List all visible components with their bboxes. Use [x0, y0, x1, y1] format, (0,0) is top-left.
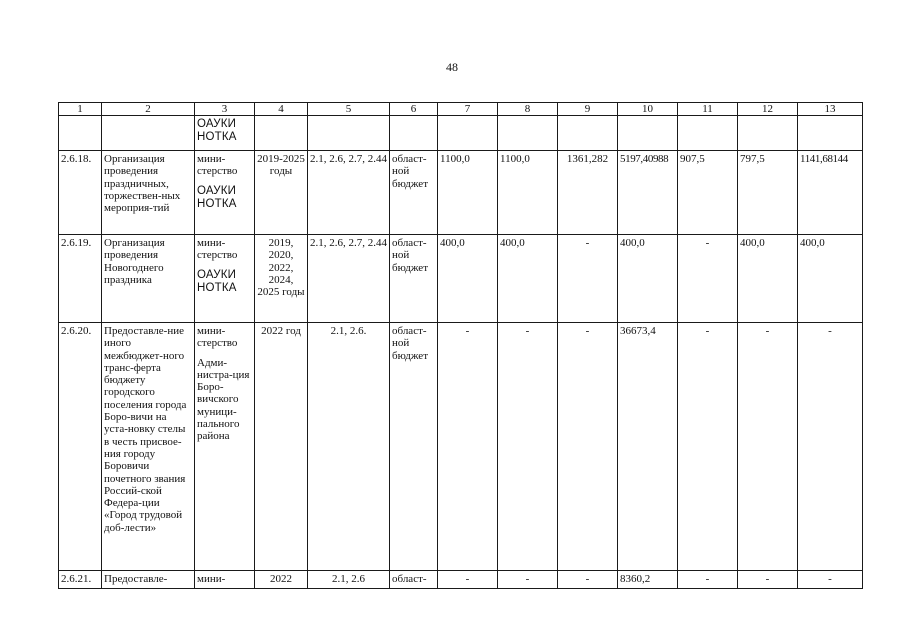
value-cell — [738, 116, 798, 151]
value-cell: - — [738, 571, 798, 589]
value-cell: - — [498, 323, 558, 571]
header-cell: 8 — [498, 103, 558, 116]
row-executor — [195, 323, 255, 571]
value-cell — [558, 116, 618, 151]
row-number: 2.6.18. — [59, 151, 102, 235]
row-years: 2019, 2020, 2022, 2024, 2025 годы — [255, 235, 308, 323]
header-cell: 4 — [255, 103, 308, 116]
executor-line: НОТКА — [197, 197, 237, 210]
row-goals: 2.1, 2.6, 2.7, 2.44 — [308, 235, 390, 323]
header-cell: 11 — [678, 103, 738, 116]
value-cell: 907,5 — [678, 151, 738, 235]
value-cell: 797,5 — [738, 151, 798, 235]
value-cell — [798, 116, 863, 151]
table-row — [59, 571, 863, 589]
value-cell: - — [678, 323, 738, 571]
row-number: 2.6.20. — [59, 323, 102, 571]
header-cell: 10 — [618, 103, 678, 116]
executor-line: ОАУКИ — [197, 268, 237, 281]
row-years: 2022 год — [255, 323, 308, 571]
value-cell: 400,0 — [618, 235, 678, 323]
value-cell: - — [558, 235, 618, 323]
value-cell — [678, 116, 738, 151]
value-cell: - — [558, 571, 618, 589]
value-cell: - — [738, 323, 798, 571]
row-executor: мини- — [195, 571, 255, 589]
row-source — [390, 116, 438, 151]
page-number: 48 — [446, 60, 458, 74]
value-cell: 5197,40988 — [618, 151, 678, 235]
row-number: 2.6.19. — [59, 235, 102, 323]
row-goals: 2.1, 2.6 — [308, 571, 390, 589]
value-cell: - — [558, 323, 618, 571]
row-name: Предоставле-ние иного межбюджет-ного транс-ферта бюджету городского поселения города Боро-вичи на уста-новку стелы в честь присвое-ния городу Боровичи почетного звания Россий-ской Федера-ции «Город трудовой доб-лести» — [102, 323, 195, 571]
value-cell — [618, 116, 678, 151]
executor-ministry: мини-стерство — [197, 237, 238, 262]
value-cell: 400,0 — [498, 235, 558, 323]
value-cell: 8360,2 — [618, 571, 678, 589]
value-cell: 1100,0 — [498, 151, 558, 235]
header-cell: 12 — [738, 103, 798, 116]
row-goals: 2.1, 2.6, 2.7, 2.44 — [308, 151, 390, 235]
table-row — [59, 235, 863, 323]
executor-line: НОТКА — [197, 281, 237, 294]
row-years: 2022 — [255, 571, 308, 589]
table-row — [59, 323, 863, 571]
header-cell: 6 — [390, 103, 438, 116]
row-executor — [195, 235, 255, 323]
row-source: област-ной бюджет — [390, 323, 438, 571]
value-cell: 400,0 — [438, 235, 498, 323]
value-cell: 36673,4 — [618, 323, 678, 571]
header-cell: 3 — [195, 103, 255, 116]
row-executor — [195, 151, 255, 235]
row-name: Организация проведения Новогоднего праздника — [102, 235, 195, 323]
executor-ministry: мини-стерство — [197, 325, 238, 350]
value-cell: - — [438, 323, 498, 571]
row-name: Организация проведения праздничных, торжествен-ных мероприя-тий — [102, 151, 195, 235]
row-source: област-ной бюджет — [390, 235, 438, 323]
header-row — [59, 103, 863, 116]
header-cell: 7 — [438, 103, 498, 116]
value-cell — [438, 116, 498, 151]
row-number: 2.6.21. — [59, 571, 102, 589]
value-cell: 1100,0 — [438, 151, 498, 235]
row-years: 2019-2025 годы — [255, 151, 308, 235]
executor-ministry: мини-стерство — [197, 153, 238, 178]
program-table — [58, 102, 863, 589]
executor-line: НОТКА — [197, 131, 237, 143]
value-cell: 1361,282 — [558, 151, 618, 235]
value-cell: - — [498, 571, 558, 589]
value-cell: - — [798, 323, 863, 571]
value-cell: 400,0 — [738, 235, 798, 323]
row-years — [255, 116, 308, 151]
row-goals: 2.1, 2.6. — [308, 323, 390, 571]
header-cell: 1 — [59, 103, 102, 116]
value-cell: - — [438, 571, 498, 589]
value-cell: 1141,68144 — [798, 151, 863, 235]
header-cell: 9 — [558, 103, 618, 116]
row-goals — [308, 116, 390, 151]
value-cell — [498, 116, 558, 151]
executor-administration: Адми-нистра-ция Боро-вичского муници-пального района — [197, 356, 250, 443]
row-source: област-ной бюджет — [390, 151, 438, 235]
value-cell: - — [678, 235, 738, 323]
row-name: Предоставле- — [102, 571, 195, 589]
header-cell: 5 — [308, 103, 390, 116]
row-source: област- — [390, 571, 438, 589]
value-cell: - — [678, 571, 738, 589]
executor-line: ОАУКИ — [197, 118, 237, 130]
header-cell: 13 — [798, 103, 863, 116]
value-cell: 400,0 — [798, 235, 863, 323]
executor-line: ОАУКИ — [197, 184, 237, 197]
value-cell: - — [798, 571, 863, 589]
row-executor — [195, 116, 255, 151]
row-number — [59, 116, 102, 151]
table-row — [59, 116, 863, 151]
header-cell: 2 — [102, 103, 195, 116]
table-row — [59, 151, 863, 235]
row-name — [102, 116, 195, 151]
